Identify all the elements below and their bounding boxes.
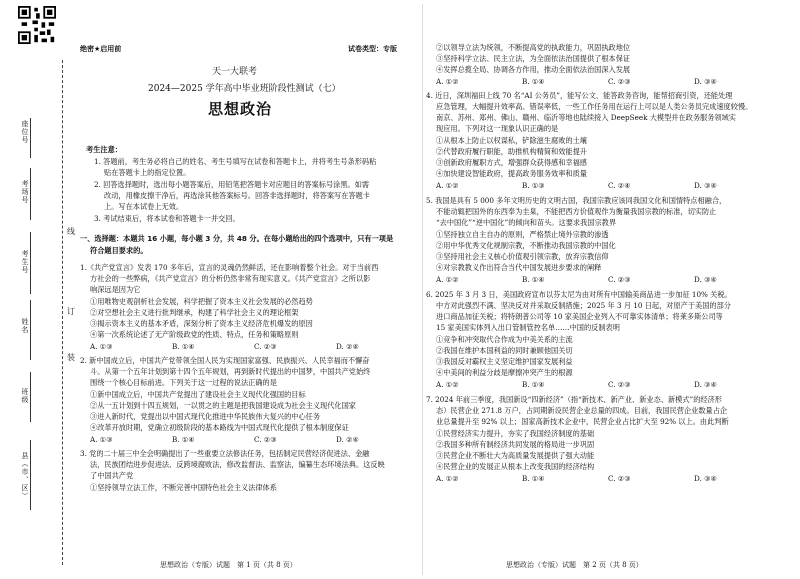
q2-option-d[interactable]: D. ②④ xyxy=(336,435,359,444)
q5-stem: 5. 我国是具有 5 000 多年文明历史的文明古国，我国宗教应该同我国文化和国情特点相融合， xyxy=(426,196,727,205)
q7-item: ④民营企业的发展正从根本上改变我国的经济结构 xyxy=(436,462,595,471)
page-2-footer: 思想政治（专版）试题 第 2 页（共 8 页） xyxy=(506,561,643,569)
q6-stem: 6. 2025 年 3 月 3 日，美国政府宣布以芬太尼为由对所有中国输美商品进一步加征 10% 关税。 xyxy=(426,290,732,299)
section-title-cont: 符合题目要求的。 xyxy=(90,246,148,255)
q4-option-d[interactable]: D. ③④ xyxy=(694,181,717,190)
q2-option-b[interactable]: B. ①④ xyxy=(172,435,195,444)
notice-line: 上。写在本试卷上无效。 xyxy=(104,202,184,211)
q2-stem: 围绕一个核心目标前进。下列关于这一过程的说法正确的是 xyxy=(90,378,277,387)
field-room-number: 考场号 xyxy=(21,180,29,204)
page-2-column xyxy=(426,0,794,579)
q5-option-b[interactable]: B. ①④ xyxy=(522,275,545,284)
q4-stem: 应急管理，大幅提升效率高、错误率低，一些工作任务用在运行上可以是人类公务员完成速度较慢。 xyxy=(436,102,753,111)
q6-stem: 进口商品加征关税；将特朗普公司等 10 家美国企业列入不可靠实体清单；将莱多斯公司等 xyxy=(436,312,723,321)
q2-option-c[interactable]: C. ②③ xyxy=(254,435,277,444)
q1-stem: 1.《共产党宣言》发表 170 多年后，宣言的灵魂仍然鲜活，还在影响着整个社会。对于当前西 xyxy=(80,263,379,272)
q2-item: ③进入新时代，党提出以中国式现代化推进中华民族伟大复兴的中心任务 xyxy=(90,412,321,421)
secret-label: 绝密★启用前 xyxy=(80,45,122,53)
q4-option-a[interactable]: A. ①② xyxy=(436,181,459,190)
section-title: 一、选择题：本题共 16 小题，每小题 3 分，共 48 分。在每小题给出的四个选项中，只有一项是 xyxy=(80,234,394,243)
notice-line: 3. 考试结束后，将本试卷和答题卡一并交回。 xyxy=(94,214,240,223)
page-1-column xyxy=(80,0,420,579)
field-name: 姓名 xyxy=(21,318,29,334)
q7-item: ①民营经济实力提升，夯实了我国经济制度的基础 xyxy=(436,429,595,438)
field-student-number: 考生号 xyxy=(21,250,29,274)
q3-item: ②以领导立法为统领，不断提高党的执政能力，巩固执政地位 xyxy=(436,43,631,52)
q6-option-a[interactable]: A. ①② xyxy=(436,380,459,389)
notice-line: 贴在答题卡上的指定位置。 xyxy=(104,168,191,177)
q6-stem: 中方对此强烈不满、坚决反对并采取反制措施；2025 年 3 月 10 日起，对原产于美国的部分 xyxy=(436,301,732,310)
q7-stem: 态）民营企业 271.8 万户，占同期新设民营企业总量的四成。目前，我国民营企业数量占企 xyxy=(436,406,728,415)
q4-item: ④加快建设智能政府，提高政务服务效率和质量 xyxy=(436,169,587,178)
field-district: 县（市、区） xyxy=(21,452,29,500)
q5-stem: 不能动辄把国外的东西奉为圭臬，不能把西方价值观作为衡量我国宗教的标准，切实防止 xyxy=(436,207,717,216)
q7-option-c[interactable]: C. ②③ xyxy=(608,474,631,483)
q3-item: ①坚持领导立法工作，不断完善中国特色社会主义法律体系 xyxy=(90,483,277,492)
notice-line: 1. 答题前，考生务必将自己的姓名、考生号填写在试卷和答题卡上，并将考生号条形码粘 xyxy=(94,157,377,166)
q1-item: ④第一次系统论述了无产阶级政党的性质、特点，任务和策略原则 xyxy=(90,330,299,339)
q5-item: ②用中华优秀文化规制宗教，不断推动我国宗教的中国化 xyxy=(436,241,616,250)
q2-item: ②从一五计划到十四五规划，一以贯之的主题是把我国建设成为社会主义现代化国家 xyxy=(90,401,356,410)
q4-item: ②代替政府履行职能，助推机构精简和效能提升 xyxy=(436,147,587,156)
q1-option-d[interactable]: D. ②④ xyxy=(336,342,359,351)
q6-stem: 15 家美国实体列入出口管制管控名单……中国的反制表明 xyxy=(436,323,620,332)
binding-cut-line xyxy=(62,60,63,565)
q6-item: ①竞争和冲突取代合作成为中美关系的主流 xyxy=(436,335,573,344)
q7-stem: 业总量提升至 92% 以上；国家高新技术企业中，民营企业占比扩大至 92% 以上。由此判断 xyxy=(436,417,729,426)
q5-item: ①坚持独立自主自办的原则，严格禁止境外宗教的渗透 xyxy=(436,230,609,239)
q3-option-c[interactable]: C. ②③ xyxy=(608,77,631,86)
q4-item: ③创新政府履职方式，增强群众获得感和幸福感 xyxy=(436,158,587,167)
q3-stem: 法，民族团结进步促进法、反跨境腐败法，修改监督法、监察法，编纂生态环境法典。这反映 xyxy=(90,460,385,469)
q7-option-d[interactable]: D. ③④ xyxy=(694,474,717,483)
q1-item: ②对空想社会主义进行批判继承，构建了科学社会主义的理论框架 xyxy=(90,308,299,317)
q6-option-d[interactable]: D. ③④ xyxy=(694,380,717,389)
binding-mark-line: 线 xyxy=(67,227,75,236)
q7-stem: 7. 2024 年前三季度，我国新设“四新经济”（指“新技术、新产业、新业态、新模式”的经济形 xyxy=(426,395,722,404)
binding-mark-pack: 装 xyxy=(67,353,75,362)
q3-option-b[interactable]: B. ①④ xyxy=(522,77,545,86)
q6-option-b[interactable]: B. ①④ xyxy=(522,380,545,389)
q4-stem: 现应用。下列对这一现象认识正确的是 xyxy=(436,124,559,133)
q2-stem: 2. 新中国成立后，中国共产党带领全国人民为实现国家富强、民族振兴、人民幸福而不懈奋 xyxy=(80,356,370,365)
page-1-footer: 思想政治（专版）试题 第 1 页（共 8 页） xyxy=(160,561,297,569)
q1-stem: 响深远是因为它 xyxy=(90,285,141,294)
q6-item: ③我国反对霸权主义坚定维护国家发展利益 xyxy=(436,357,573,366)
q3-option-a[interactable]: A. ①② xyxy=(436,77,459,86)
q3-item: ③坚持科学立法、民主立法，为全面依法治国提供了根本保证 xyxy=(436,54,631,63)
q6-item: ④中美间的利益分歧是摩擦冲突产生的根源 xyxy=(436,368,573,377)
q7-option-a[interactable]: A. ①② xyxy=(436,474,459,483)
q1-option-a[interactable]: A. ①③ xyxy=(90,342,113,351)
q3-item: ④发挥总揽全局、协调各方作用，推动全面依法治国深入发展 xyxy=(436,65,631,74)
q7-option-b[interactable]: B. ①④ xyxy=(522,474,545,483)
q1-stem: 方社会的一些弊病，《共产党宣言》的分析仍然非常有现实意义。《共产党宣言》之所以影 xyxy=(90,274,371,283)
paper-type-label: 试卷类型：专版 xyxy=(348,45,397,53)
q6-item: ②我国在维护本国利益的同时兼顾他国关切 xyxy=(436,346,573,355)
q4-stem: 4. 近日，深圳福田上线 70 名“AI 公务员”，能写公文、能答政务咨询，能帮招商引资，还能处理 xyxy=(426,91,733,100)
q4-option-b[interactable]: B. ①③ xyxy=(522,181,545,190)
q7-item: ②我国多种所有制经济共同发展的格局进一步巩固 xyxy=(436,440,595,449)
q5-item: ③坚持用社会主义核心价值观引领宗教，放弃宗教信仰 xyxy=(436,252,609,261)
q4-option-c[interactable]: C. ②④ xyxy=(608,181,631,190)
notice-line: 改动，用橡皮擦干净后，再选涂其他答案标号。回答非选择题时，将答案写在答题卡 xyxy=(104,191,370,200)
field-seat-number: 座位号 xyxy=(21,120,29,144)
qr-code-icon xyxy=(18,6,56,44)
q1-option-c[interactable]: C. ②③ xyxy=(254,342,277,351)
q7-item: ③民营企业不断壮大为高质量发展提供了强大动能 xyxy=(436,451,595,460)
q6-option-c[interactable]: C. ②③ xyxy=(608,380,631,389)
notice-title: 考生注意： xyxy=(86,145,122,154)
q5-stem: “去中国化”“逆中国化”的倾向和苗头。这要求我国宗教界 xyxy=(436,218,617,227)
q1-option-b[interactable]: B. ①④ xyxy=(172,342,195,351)
q5-option-a[interactable]: A. ①② xyxy=(436,275,459,284)
binding-strip xyxy=(0,0,78,579)
q5-option-d[interactable]: D. ③④ xyxy=(694,275,717,284)
q2-option-a[interactable]: A. ①③ xyxy=(90,435,113,444)
q3-stem: 3. 党的二十届三中全会明确提出了一些重要立法修法任务，包括制定民营经济促进法、金融 xyxy=(80,449,370,458)
q3-stem: 了中国共产党 xyxy=(90,471,134,480)
q1-item: ①用唯物史观剖析社会发展，科学把握了资本主义社会发展的必然趋势 xyxy=(90,297,313,306)
exam-title: 2024—2025 学年高中毕业班阶段性测试（七） xyxy=(148,84,341,94)
q4-item: ①从根本上防止以权谋私，铲除滋生腐败的土壤 xyxy=(436,136,587,145)
q2-item: ④改革开放时期，党确立初级阶段的基本路线为中国式现代化提供了根本制度保证 xyxy=(90,423,349,432)
binding-mark-bind: 订 xyxy=(67,307,75,316)
notice-line: 2. 回答选择题时，选出每小题答案后，用铅笔把答题卡对应题目的答案标号涂黑。如需 xyxy=(94,180,370,189)
q4-stem: 南京、苏州、郑州、佛山、赣州、临沂等地也陆续接入 DeepSeek 大模型并在政务服务领域实 xyxy=(436,113,736,122)
q5-option-c[interactable]: C. ②③ xyxy=(608,275,631,284)
q5-item: ④对宗教教义作出符合当代中国发展进步要求的阐释 xyxy=(436,263,602,272)
q2-item: ①新中国成立后，中国共产党提出了建设社会主义现代化强国的目标 xyxy=(90,390,306,399)
field-class: 班级 xyxy=(21,388,29,404)
org-title: 天一大联考 xyxy=(212,67,258,77)
q3-option-d[interactable]: D. ③④ xyxy=(694,77,717,86)
subject-title: 思想政治 xyxy=(208,100,273,118)
q2-stem: 斗。从第一个五年计划到第十四个五年规划，再到新时代提出的中国梦，中国共产党始终 xyxy=(90,367,371,376)
q1-item: ③揭示资本主义的基本矛盾，深刻分析了资本主义经济危机爆发的原因 xyxy=(90,319,313,328)
